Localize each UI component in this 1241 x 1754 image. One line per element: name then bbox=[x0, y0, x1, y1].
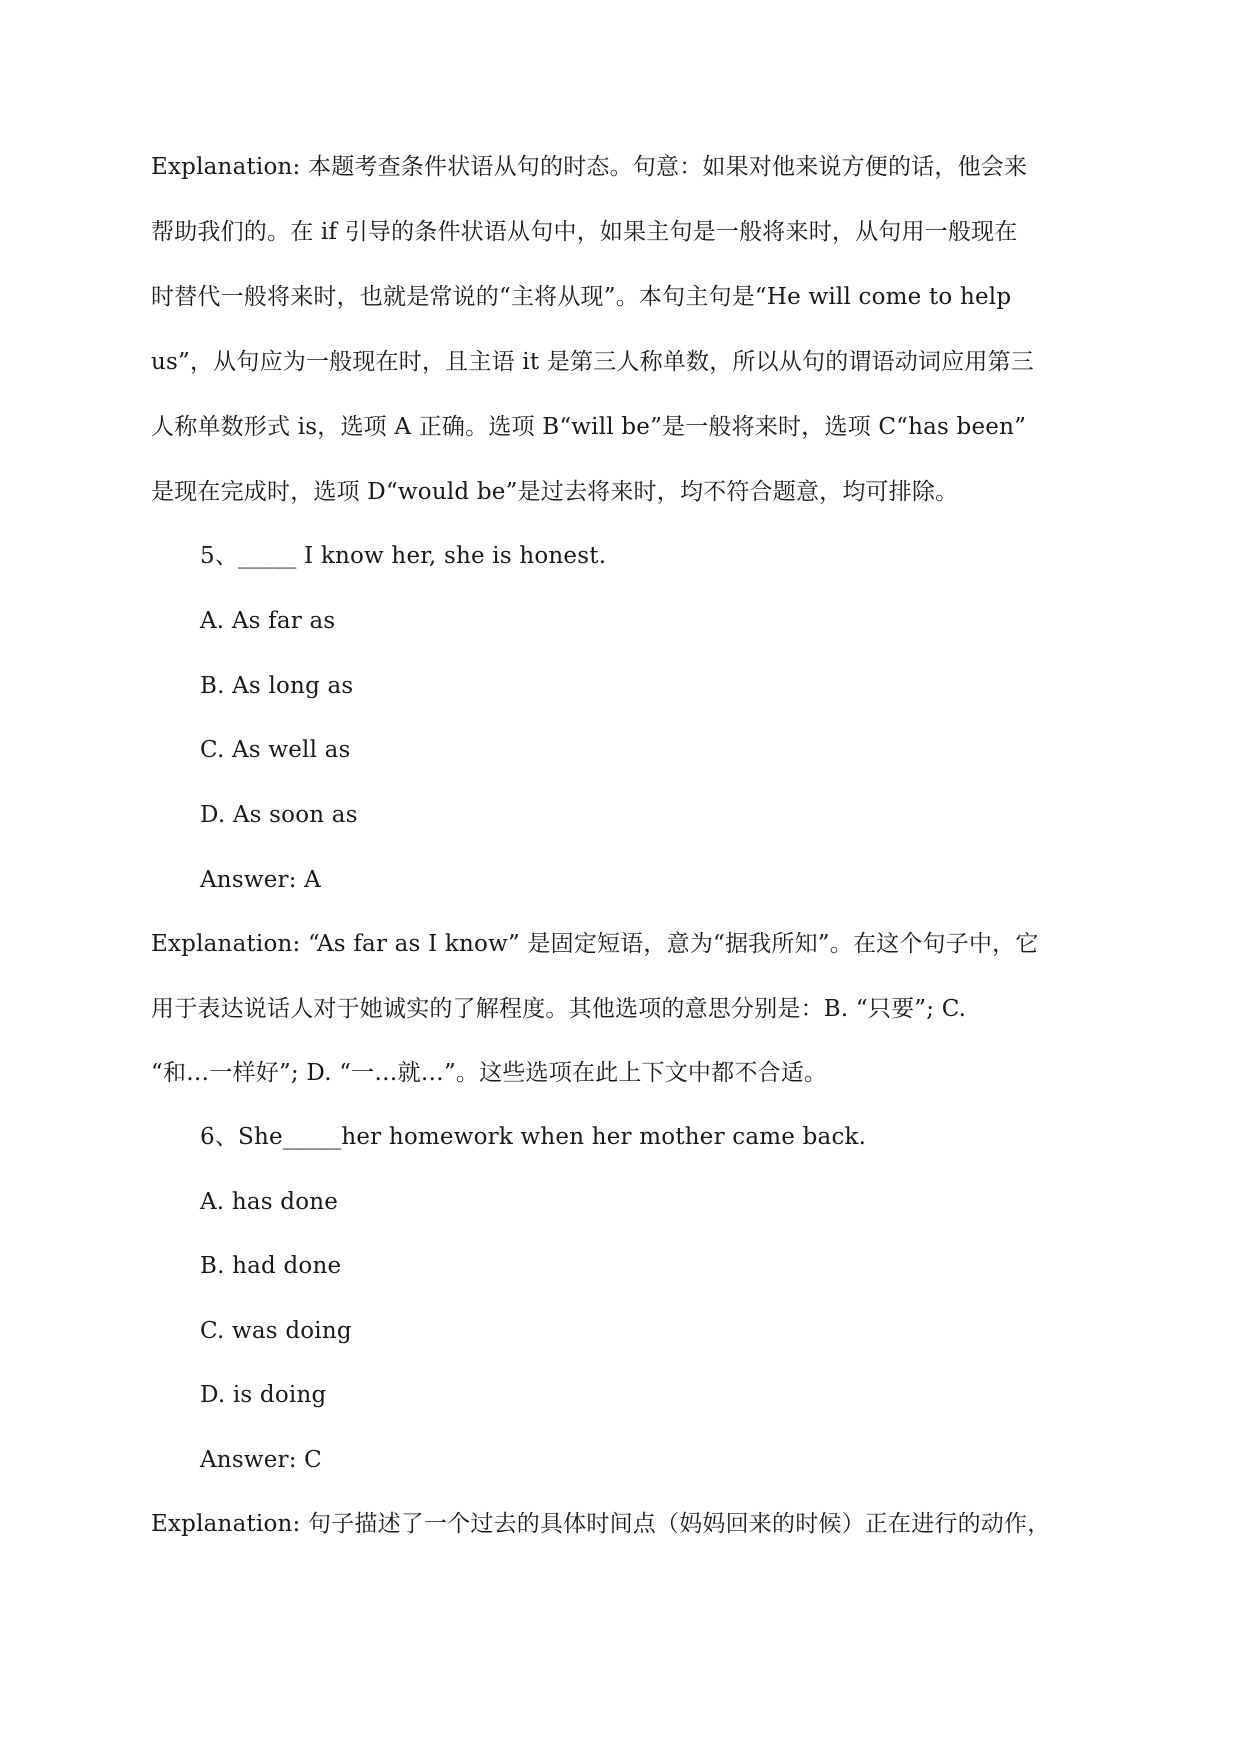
question-6-explanation-line-1: Explanation: 句子描述了一个过去的具体时间点（妈妈回来的时候）正在进行的动作， bbox=[151, 1511, 1051, 1537]
question-5-explanation-line-3: “和…一样好”; D. “一…就…”。这些选项在此上下文中都不合适。 bbox=[151, 1060, 828, 1086]
explanation-4-line-6: 是现在完成时，选项 D“would be”是过去将来时，均不符合题意，均可排除。 bbox=[151, 479, 959, 505]
question-6-stem: 6、She_____her homework when her mother came back. bbox=[200, 1124, 867, 1150]
question-5-answer: Answer: A bbox=[200, 867, 321, 893]
question-5-explanation-line-2: 用于表达说话人对于她诚实的了解程度。其他选项的意思分别是：B. “只要”; C. bbox=[151, 996, 967, 1022]
explanation-4-line-5: 人称单数形式 is，选项 A 正确。选项 B“will be”是一般将来时，选项 C“has been” bbox=[151, 414, 1027, 440]
explanation-4-line-1: Explanation: 本题考查条件状语从句的时态。句意：如果对他来说方便的话，他会来 bbox=[151, 154, 1028, 180]
question-6-answer: Answer: C bbox=[200, 1447, 322, 1473]
question-5-stem: 5、_____ I know her, she is honest. bbox=[200, 543, 607, 569]
question-5-option-c: C. As well as bbox=[200, 737, 351, 763]
question-6-option-d: D. is doing bbox=[200, 1382, 327, 1408]
question-6-option-b: B. had done bbox=[200, 1253, 342, 1279]
explanation-4-line-4: us”，从句应为一般现在时，且主语 it 是第三人称单数，所以从句的谓语动词应用第三 bbox=[151, 349, 1034, 375]
question-5-option-b: B. As long as bbox=[200, 673, 354, 699]
question-6-option-c: C. was doing bbox=[200, 1318, 352, 1344]
explanation-4-line-3: 时替代一般将来时，也就是常说的“主将从现”。本句主句是“He will come to help bbox=[151, 284, 1012, 310]
explanation-4-line-2: 帮助我们的。在 if 引导的条件状语从句中，如果主句是一般将来时，从句用一般现在 bbox=[151, 219, 1018, 245]
question-5-explanation-line-1: Explanation: “As far as I know” 是固定短语，意为“据我所知”。在这个句子中，它 bbox=[151, 931, 1039, 957]
question-5-option-d: D. As soon as bbox=[200, 802, 358, 828]
question-5-option-a: A. As far as bbox=[200, 608, 336, 634]
question-6-option-a: A. has done bbox=[200, 1189, 339, 1215]
